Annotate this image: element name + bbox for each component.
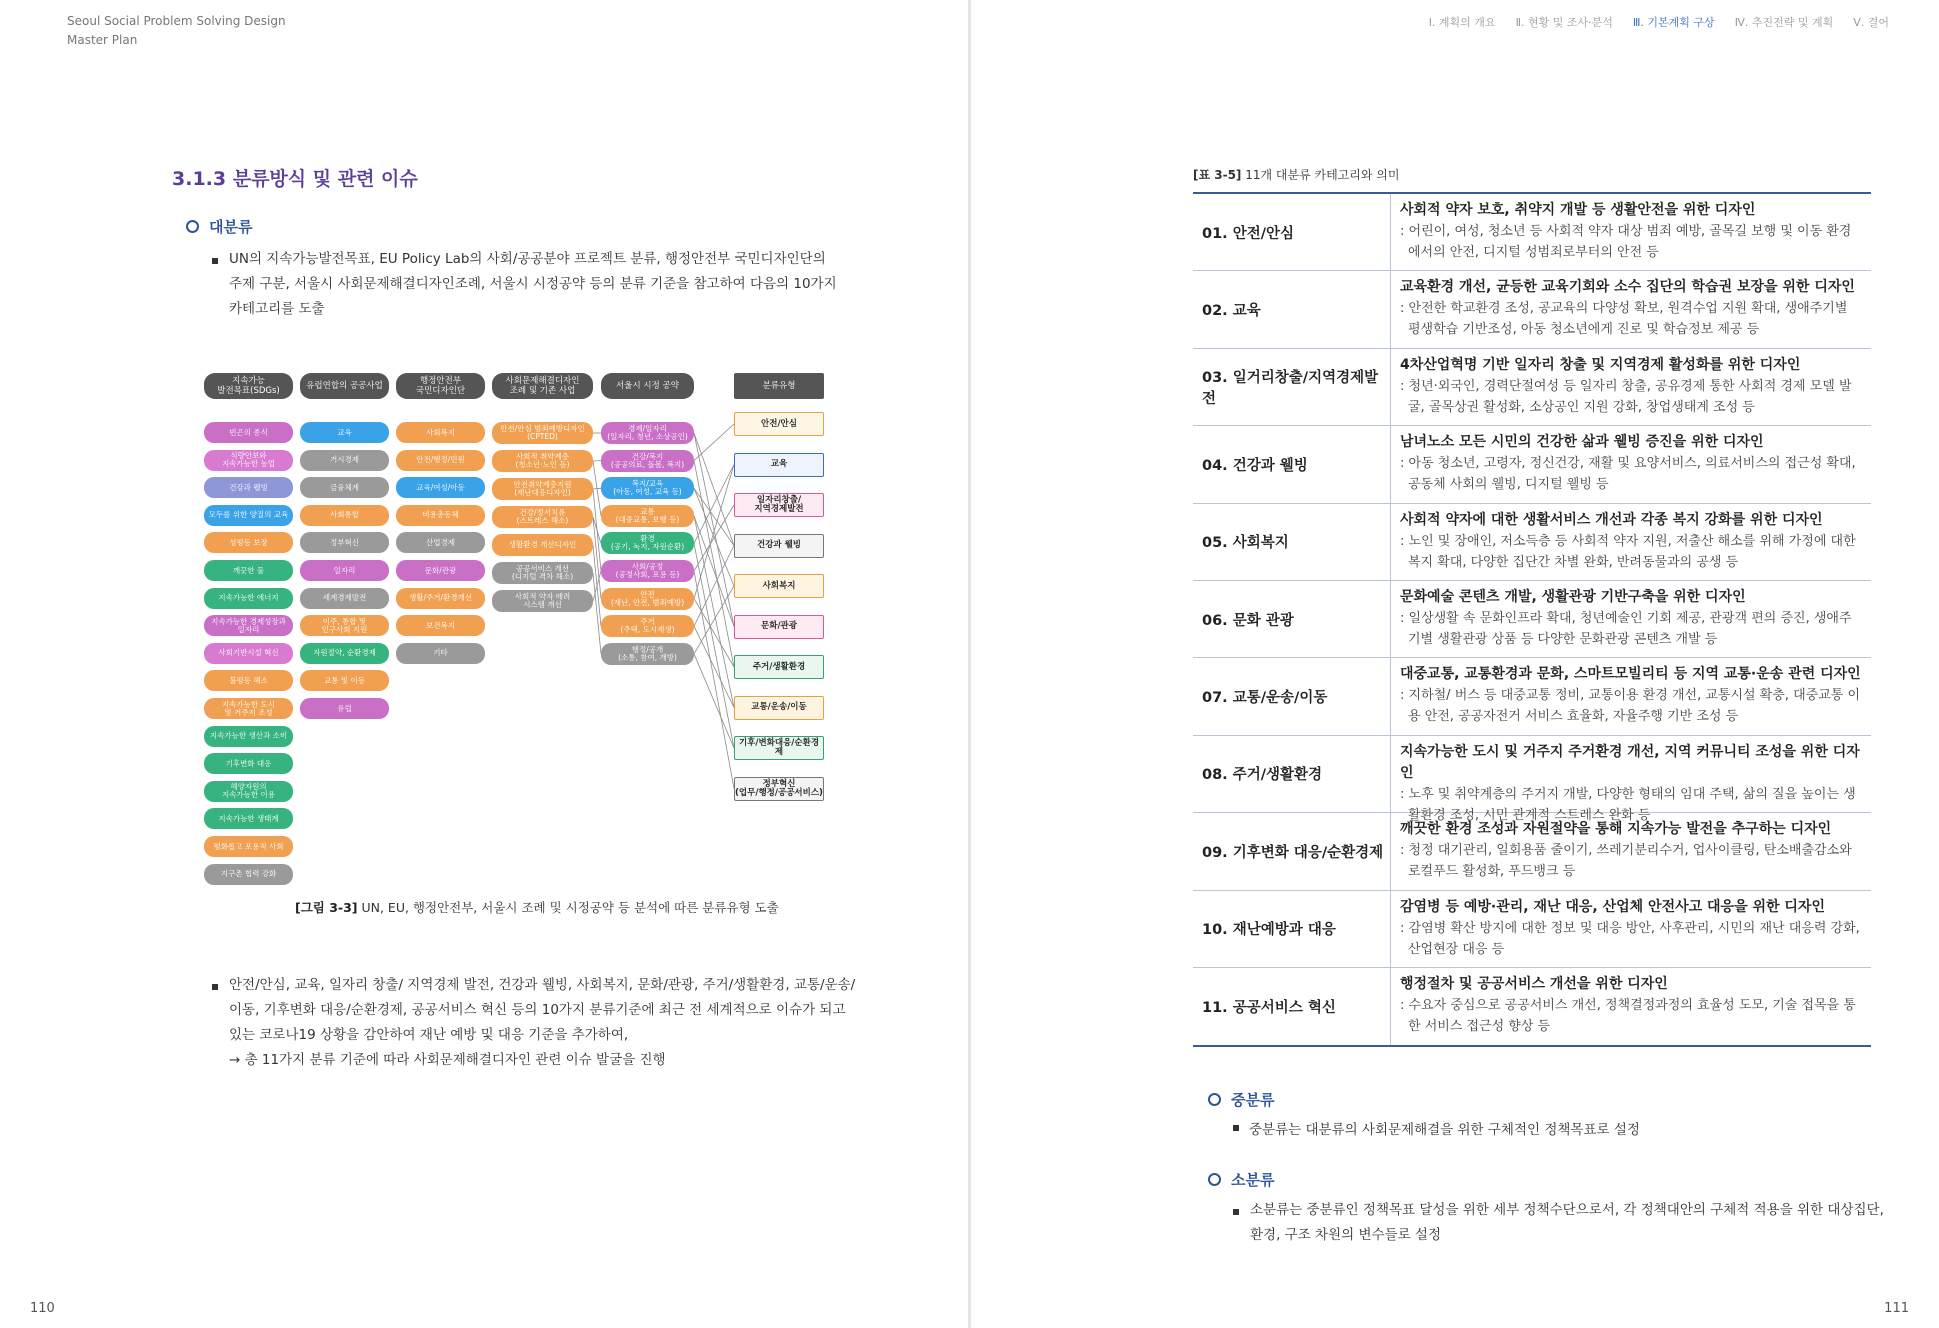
diagram-item: 깨끗한 물 xyxy=(204,560,293,581)
category-description xyxy=(1391,813,1871,889)
category-description xyxy=(1391,581,1871,657)
diagram-item: 유럽 xyxy=(300,698,389,719)
diagram-item: 교육 xyxy=(300,422,389,443)
connector-line xyxy=(694,461,734,667)
nav-item-2[interactable]: Ⅱ. 현황 및 조사·분석 xyxy=(1515,16,1613,29)
intro-line: UN의 지속가능발전목표, EU Policy Lab의 사회/공공분야 프로젝트 분류, 행정안전부 국민디자인단의 xyxy=(229,251,826,267)
category-title: 대중교통, 교통환경과 문화, 스마트모빌리티 등 지역 교통·운송 관련 디자인 xyxy=(1400,666,1861,683)
category-detail: : 청정 대기관리, 일회용품 줄이기, 쓰레기분리수거, 업사이클링, 탄소배출감소와 로컬푸드 활성화, 푸드뱅크 등 xyxy=(1400,843,1852,880)
diagram-item: 사회/공정 (공정사회, 포용 등) xyxy=(601,560,694,582)
diagram-item: 사회복지 xyxy=(396,422,485,443)
middle-text: 중분류는 대분류의 사회문제해결을 위한 구체적인 정책목표로 설정 xyxy=(1249,1122,1640,1138)
diagram-item: 기후변화 대응 xyxy=(204,753,293,774)
small-line: 환경, 구조 차원의 변수들로 설정 xyxy=(1250,1227,1441,1243)
diagram-item: 정부혁신 xyxy=(300,532,389,553)
connector-line xyxy=(694,543,734,748)
classification-type-box: 주거/생활환경 xyxy=(734,655,824,679)
category-name: 06. 문화 관광 xyxy=(1193,581,1391,657)
diagram-item: 안전 (재난, 안전, 범죄예방) xyxy=(601,588,694,610)
category-name: 08. 주거/생활환경 xyxy=(1193,736,1391,812)
diagram-item: 산업경제 xyxy=(396,532,485,553)
category-name: 11. 공공서비스 혁신 xyxy=(1193,968,1391,1045)
summary-line: 있는 코로나19 상황을 감안하여 재난 예방 및 대응 기준을 추가하여, xyxy=(229,1027,629,1043)
page-number-right: 111 xyxy=(1884,1301,1909,1316)
diagram-item: 지속가능한 에너지 xyxy=(204,588,293,609)
classification-diagram xyxy=(196,362,846,882)
table-row xyxy=(1193,658,1871,735)
classification-type-box: 사회복지 xyxy=(734,574,824,598)
subheading-major-label: 대분류 xyxy=(209,218,253,236)
diagram-item: 지구촌 협력 강화 xyxy=(204,864,293,885)
diagram-item: 건강/정서치유 (스트레스 해소) xyxy=(492,506,593,528)
category-description xyxy=(1391,194,1871,270)
series-header xyxy=(67,12,286,50)
category-name: 05. 사회복지 xyxy=(1193,504,1391,580)
category-detail: : 청년·외국인, 경력단절여성 등 일자리 창출, 공유경제 통한 사회적 경제 모델 발굴, 골목상권 활성화, 소상공인 지원 강화, 창업생태계 조성 등 xyxy=(1400,378,1852,415)
section-title: 3.1.3 분류방식 및 관련 이슈 xyxy=(172,168,418,190)
figure-caption xyxy=(295,898,779,916)
summary-arrow-line: → 총 11가지 분류 기준에 따라 사회문제해결디자인 관련 이슈 발굴을 진행 xyxy=(229,1052,666,1068)
table-row xyxy=(1193,426,1871,503)
diagram-item: 주거 (주택, 도시재생) xyxy=(601,615,694,637)
category-title: 남녀노소 모든 시민의 건강한 삶과 웰빙 증진을 위한 디자인 xyxy=(1400,434,1764,451)
table-caption xyxy=(1193,166,1399,183)
classification-type-box: 건강과 웰빙 xyxy=(734,534,824,558)
table-row xyxy=(1193,504,1871,581)
category-description xyxy=(1391,891,1871,967)
category-description xyxy=(1391,349,1871,425)
table-row xyxy=(1193,194,1871,271)
connector-line xyxy=(694,505,734,571)
connector-line xyxy=(694,546,734,627)
diagram-item: 거시경제 xyxy=(300,450,389,471)
summary-paragraph xyxy=(212,973,872,1073)
category-description xyxy=(1391,658,1871,734)
diagram-item: 행정/공개 (소통, 참여, 개방) xyxy=(601,643,694,665)
diagram-item: 세계경제발전 xyxy=(300,588,389,609)
diagram-item: 일자리 xyxy=(300,560,389,581)
diagram-item: 지속가능한 생태계 xyxy=(204,808,293,829)
square-bullet-icon xyxy=(212,258,218,264)
diagram-item: 사회적 취약계층 (청소년·노인 등) xyxy=(492,450,593,472)
category-title: 4차산업혁명 기반 일자리 창출 및 지역경제 활성화를 위한 디자인 xyxy=(1400,356,1801,373)
diagram-item: 모두를 위한 양질의 교육 xyxy=(204,505,293,526)
classification-type-box: 안전/안심 xyxy=(734,412,824,436)
page-number-left: 110 xyxy=(30,1301,55,1316)
diagram-item: 교통 및 이동 xyxy=(300,670,389,691)
category-detail: : 노후 및 취약계층의 주거지 개발, 다양한 형태의 임대 주택, 삶의 질을 높이는 생활환경 조성, 시민 관계적 스트레스 완화 등 xyxy=(1400,786,1856,823)
figure-caption-text: UN, EU, 행정안전부, 서울시 조례 및 시정공약 등 분석에 따른 분류유형 도출 xyxy=(357,900,779,915)
diagram-item: 불평등 해소 xyxy=(204,670,293,691)
diagram-item: 생활환경 개선디자인 xyxy=(492,534,593,556)
category-name: 02. 교육 xyxy=(1193,271,1391,347)
classification-type-box: 기후/변화대응/순환경제 xyxy=(734,736,824,760)
square-bullet-icon xyxy=(212,984,218,990)
diagram-item: 비용총동체 xyxy=(396,505,485,526)
category-description xyxy=(1391,968,1871,1045)
diagram-column-header: 유럽연합의 공공사업 xyxy=(300,373,389,399)
diagram-item: 이주, 통합 및 인구사회 지원 xyxy=(300,615,389,636)
diagram-item: 공공서비스 개선 (디지털 격차 해소) xyxy=(492,562,593,584)
diagram-item: 지속가능한 생산과 소비 xyxy=(204,726,293,747)
category-title: 문화예술 콘텐츠 개발, 생활관광 기반구축을 위한 디자인 xyxy=(1400,588,1746,605)
category-title: 깨끗한 환경 조성과 자원절약을 통해 지속가능 발전을 추구하는 디자인 xyxy=(1400,821,1832,838)
diagram-item: 기타 xyxy=(396,643,485,664)
subheading-major xyxy=(186,216,252,237)
subheading-middle xyxy=(1208,1089,1274,1110)
category-description xyxy=(1391,504,1871,580)
figure-caption-label: [그림 3-3] xyxy=(295,900,358,915)
category-table xyxy=(1193,192,1871,1047)
category-name: 10. 재난예방과 대응 xyxy=(1193,891,1391,967)
circle-bullet-icon xyxy=(1208,1093,1221,1106)
connector-line xyxy=(694,424,734,461)
table-row xyxy=(1193,271,1871,348)
series-subtitle: Master Plan xyxy=(67,33,138,47)
table-caption-text: 11개 대분류 카테고리와 의미 xyxy=(1241,168,1400,182)
diagram-item: 안전취약계층지원 (재난대응디자인) xyxy=(492,478,593,500)
category-title: 행정절차 및 공공서비스 개선을 위한 디자인 xyxy=(1400,975,1668,992)
category-title: 감염병 등 예방·관리, 재난 대응, 산업체 안전사고 대응을 위한 디자인 xyxy=(1400,898,1825,915)
intro-line: 카테고리를 도출 xyxy=(229,301,325,317)
diagram-item: 빈곤의 종식 xyxy=(204,422,293,443)
connector-line xyxy=(694,626,734,707)
nav-item-3[interactable]: Ⅲ. 기본계획 구상 xyxy=(1632,16,1715,29)
classification-type-box: 교육 xyxy=(734,453,824,477)
diagram-item: 건강과 웰빙 xyxy=(204,477,293,498)
diagram-item: 건강/복지 (공공의료, 돌봄, 복지) xyxy=(601,450,694,472)
series-title: Seoul Social Problem Solving Design xyxy=(67,14,286,28)
small-line: 소분류는 중분류인 정책목표 달성을 위한 세부 정책수단으로서, 각 정책대안의 구체적 적용을 위한 대상집단, xyxy=(1250,1202,1884,1218)
classification-type-box: 정부혁신 (업무/행정/공공서비스) xyxy=(734,777,824,801)
subheading-middle-label: 중분류 xyxy=(1231,1091,1275,1109)
subheading-small-label: 소분류 xyxy=(1231,1171,1275,1189)
diagram-item: 자원절약, 순환경제 xyxy=(300,643,389,664)
diagram-column-header: 서울시 시정 공약 xyxy=(601,373,694,399)
chapter-nav xyxy=(1429,14,1889,30)
diagram-item: 지속가능한 경제성장과 일자리 xyxy=(204,615,293,636)
category-detail: : 일상생활 속 문화인프라 확대, 청년예술인 기회 제공, 관광객 편의 증진, 생애주기별 생활관광 상품 등 다양한 문화관광 콘텐츠 개발 등 xyxy=(1400,610,1852,647)
table-row xyxy=(1193,968,1871,1045)
diagram-item: 문화/관광 xyxy=(396,560,485,581)
category-description xyxy=(1391,736,1871,823)
diagram-column-header: 행정안전부 국민디자인단 xyxy=(396,373,485,399)
table-row xyxy=(1193,736,1871,823)
small-paragraph xyxy=(1233,1198,1893,1248)
category-name: 03. 일거리창출/지역경제발전 xyxy=(1193,349,1391,425)
diagram-item: 경제/일자리 (일자리, 청년, 소상공인) xyxy=(601,422,694,444)
diagram-column-header: 분류유형 xyxy=(734,373,824,399)
diagram-item: 환경 (공기, 녹지, 자원순환) xyxy=(601,532,694,554)
connector-line xyxy=(694,654,734,748)
diagram-item: 식량안보와 지속가능한 농업 xyxy=(204,450,293,471)
intro-paragraph xyxy=(212,247,872,322)
diagram-item: 안전/안심 범죄예방디자인 (CPTED) xyxy=(492,422,593,444)
circle-bullet-icon xyxy=(1208,1173,1221,1186)
left-page xyxy=(0,0,968,1328)
category-detail: : 아동 청소년, 고령자, 정신건강, 재활 및 요양서비스, 의료서비스의 접근성 확대, 공동체 사회의 웰빙, 디지털 웰빙 등 xyxy=(1400,456,1856,493)
category-detail: : 어린이, 여성, 청소년 등 사회적 약자 대상 범죄 예방, 골목길 보행 및 이동 환경에서의 안전, 디지털 성범죄로부터의 안전 등 xyxy=(1400,224,1852,260)
intro-line: 주제 구분, 서울시 사회문제해결디자인조례, 서울시 시정공약 등의 분류 기준을 참고하여 다음의 10가지 xyxy=(229,276,837,292)
classification-type-box: 교통/운송/이동 xyxy=(734,696,824,720)
nav-item-1[interactable]: Ⅰ. 계획의 개요 xyxy=(1428,16,1496,29)
diagram-item: 성평등 보장 xyxy=(204,532,293,553)
middle-paragraph xyxy=(1233,1118,1893,1143)
summary-line: 이동, 기후변화 대응/순환경제, 공공서비스 혁신 등의 10가지 분류기준에 최근 전 세계적으로 이슈가 되고 xyxy=(229,1002,846,1018)
category-title: 교육환경 개선, 균등한 교육기회와 소수 집단의 학습권 보장을 위한 디자인 xyxy=(1400,279,1855,296)
diagram-item: 해양자원의 지속가능한 이용 xyxy=(204,781,293,802)
table-row xyxy=(1193,813,1871,890)
diagram-column-header: 지속가능 발전목표(SDGs) xyxy=(204,373,293,399)
category-name: 07. 교통/운송/이동 xyxy=(1193,658,1391,734)
classification-type-box: 일자리창출/ 지역경제발전 xyxy=(734,493,824,517)
category-detail: : 노인 및 장애인, 저소득층 등 사회적 약자 지원, 저출산 해소를 위해 가정에 대한 복지 확대, 다양한 집단간 차별 완화, 반려동물과의 공생 등 xyxy=(1400,533,1856,570)
diagram-item: 사회적 약자 배려 시스템 개선 xyxy=(492,590,593,612)
category-detail: : 감염병 확산 방지에 대한 정보 및 대응 방안, 사후관리, 시민의 재난 대응력 강화, 산업현장 대응 등 xyxy=(1400,920,1860,957)
square-bullet-icon xyxy=(1233,1125,1239,1131)
diagram-item: 생활/주거/환경개선 xyxy=(396,588,485,609)
category-title: 사회적 약자에 대한 생활서비스 개선과 각종 복지 강화를 위한 디자인 xyxy=(1400,511,1823,528)
diagram-item: 금융체계 xyxy=(300,477,389,498)
category-title: 사회적 약자 보호, 취약지 개발 등 생활안전을 위한 디자인 xyxy=(1400,202,1756,218)
diagram-column-header: 사회문제해결디자인 조례 및 기존 사업 xyxy=(492,373,593,399)
circle-bullet-icon xyxy=(186,220,199,233)
subheading-small xyxy=(1208,1169,1274,1190)
diagram-item: 교육/여성/아동 xyxy=(396,477,485,498)
category-name: 04. 건강과 웰빙 xyxy=(1193,426,1391,502)
diagram-item: 지속가능한 도시 및 거주지 조성 xyxy=(204,698,293,719)
summary-line: 안전/안심, 교육, 일자리 창출/ 지역경제 발전, 건강과 웰빙, 사회복지, 문화/관광, 주거/생활환경, 교통/운송/ xyxy=(229,977,856,993)
nav-item-5[interactable]: Ⅴ. 결어 xyxy=(1853,16,1889,29)
category-name: 09. 기후변화 대응/순환경제 xyxy=(1193,813,1391,889)
diagram-item: 사회기반시설 혁신 xyxy=(204,643,293,664)
category-description xyxy=(1391,271,1871,347)
diagram-item: 사회통합 xyxy=(300,505,389,526)
category-name: 01. 안전/안심 xyxy=(1193,194,1391,270)
square-bullet-icon xyxy=(1233,1209,1239,1215)
diagram-item: 안전/행정/민원 xyxy=(396,450,485,471)
category-title: 지속가능한 도시 및 거주지 주거환경 개선, 지역 커뮤니티 조성을 위한 디자인 xyxy=(1400,743,1860,781)
category-description xyxy=(1391,426,1871,502)
diagram-item: 평화롭고 포용적 사회 xyxy=(204,836,293,857)
diagram-item: 복지/교육 (아동, 여성, 교육 등) xyxy=(601,477,694,499)
classification-type-box: 문화/관광 xyxy=(734,615,824,639)
nav-item-4[interactable]: Ⅳ. 추진전략 및 계획 xyxy=(1734,16,1834,29)
diagram-item: 교통 (대중교통, 보행 등) xyxy=(601,505,694,527)
category-detail: : 안전한 학교환경 조성, 공교육의 다양성 확보, 원격수업 지원 확대, 생애주기별 평생학습 기반조성, 아동 청소년에게 진로 및 학습정보 제공 등 xyxy=(1400,301,1848,338)
diagram-item: 보건복지 xyxy=(396,615,485,636)
category-detail: : 수요자 중심으로 공공서비스 개선, 정책결정과정의 효율성 도모, 기술 접목을 통한 서비스 접근성 향상 등 xyxy=(1400,997,1856,1034)
category-detail: : 지하철/ 버스 등 대중교통 정비, 교통이용 환경 개선, 교통시설 확충, 대중교통 이용 안전, 공공자전거 서비스 효율화, 자율주행 기반 조성 등 xyxy=(1400,688,1861,725)
table-caption-label: [표 3-5] xyxy=(1193,168,1242,182)
table-row xyxy=(1193,891,1871,968)
table-row xyxy=(1193,349,1871,426)
table-row xyxy=(1193,581,1871,658)
